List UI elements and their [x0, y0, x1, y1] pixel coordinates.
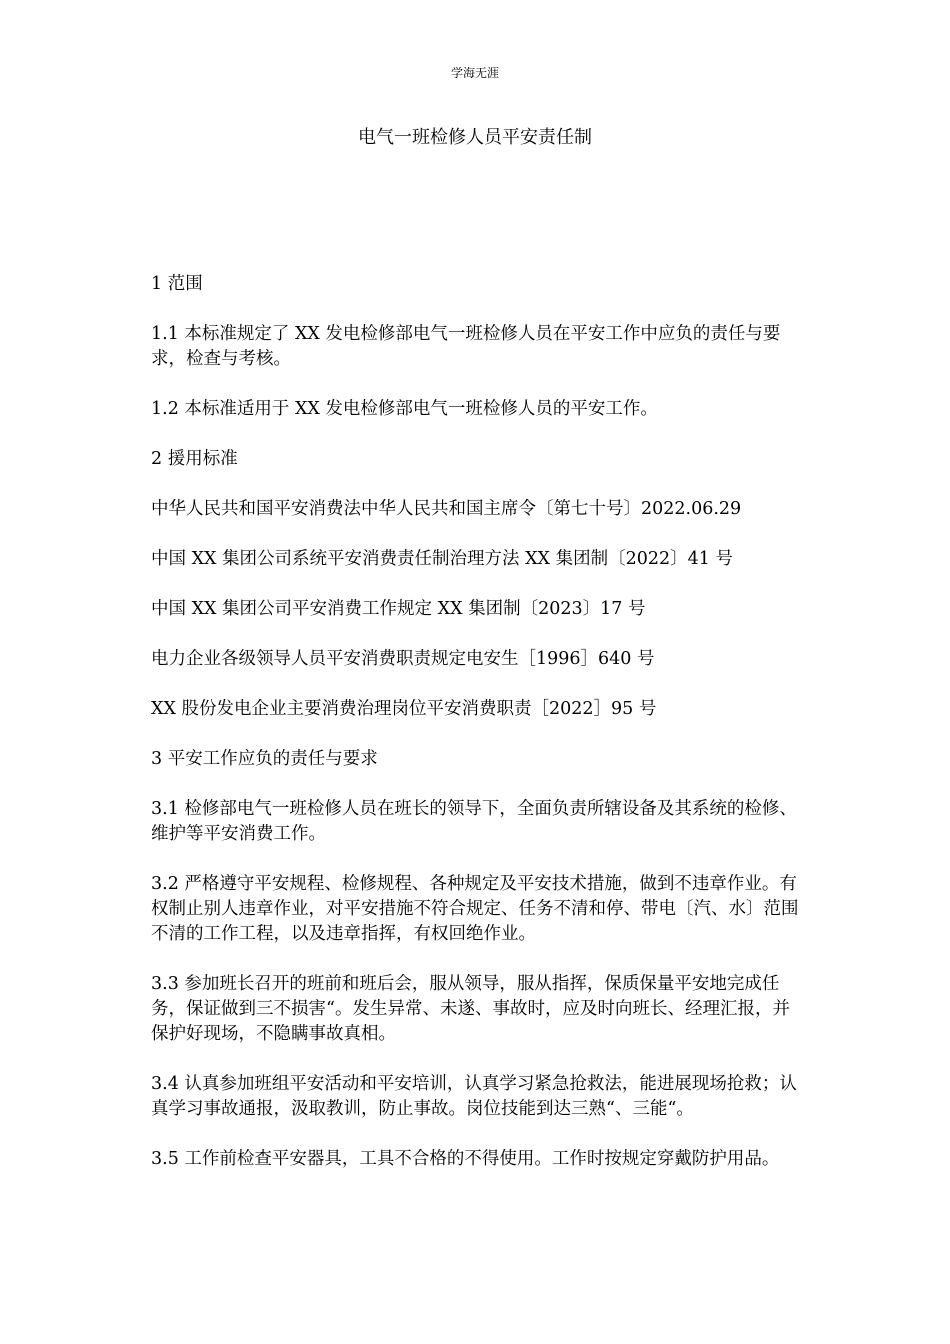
section-heading-responsibilities: 3 平安工作应负的责任与要求: [151, 749, 378, 769]
paragraph-3-3: 3.3 参加班长召开的班前和班后会，服从领导，服从指挥，保质保量平安地完成任务，保证做到三不损害“。发生异常、未遂、事故时，应及时向班长、经理汇报，并保护好现场，不隐瞒事故真相。: [151, 974, 790, 1044]
reference-item: 电力企业各级领导人员平安消费职责规定电安生［1996］640 号: [151, 649, 655, 669]
document-body: [151, 272, 799, 1197]
reference-item: XX 股份发电企业主要消费治理岗位平安消费职责［2022］95 号: [151, 699, 657, 719]
page-header: 学海无涯: [450, 66, 499, 80]
paragraph-3-5: 3.5 工作前检查平安器具，工具不合格的不得使用。工作时按规定穿戴防护用品。: [151, 1149, 780, 1169]
document-title: 电气一班检修人员平安责任制: [358, 127, 592, 148]
section-heading-scope: 1 范围: [151, 274, 203, 294]
paragraph-3-1: 3.1 检修部电气一班检修人员在班长的领导下，全面负责所辖设备及其系统的检修、维护等平安消费工作。: [151, 799, 797, 844]
paragraph-3-4: 3.4 认真参加班组平安活动和平安培训，认真学习紧急抢救法，能进展现场抢救；认真学习事故通报，汲取教训，防止事故。岗位技能到达三熟“、三能“。: [151, 1074, 797, 1119]
paragraph-1-2: 1.2 本标准适用于 XX 发电检修部电气一班检修人员的平安工作。: [151, 399, 658, 419]
reference-item: 中国 XX 集团公司系统平安消费责任制治理方法 XX 集团制〔2022〕41 号: [151, 549, 733, 569]
paragraph-3-2: 3.2 严格遵守平安规程、检修规程、各种规定及平安技术措施，做到不违章作业。有权制止别人违章作业，对平安措施不符合规定、任务不清和停、带电〔汽、水〕范围不清的工作工程，以及违章指挥，有权回绝作业。: [151, 874, 799, 944]
paragraph-1-1: 1.1 本标准规定了 XX 发电检修部电气一班检修人员在平安工作中应负的责任与要求，检查与考核。: [151, 324, 781, 369]
reference-item: 中华人民共和国平安消费法中华人民共和国主席令〔第七十号〕2022.06.29: [151, 499, 742, 519]
section-heading-references: 2 援用标准: [151, 449, 238, 469]
reference-item: 中国 XX 集团公司平安消费工作规定 XX 集团制〔2023〕17 号: [151, 599, 646, 619]
